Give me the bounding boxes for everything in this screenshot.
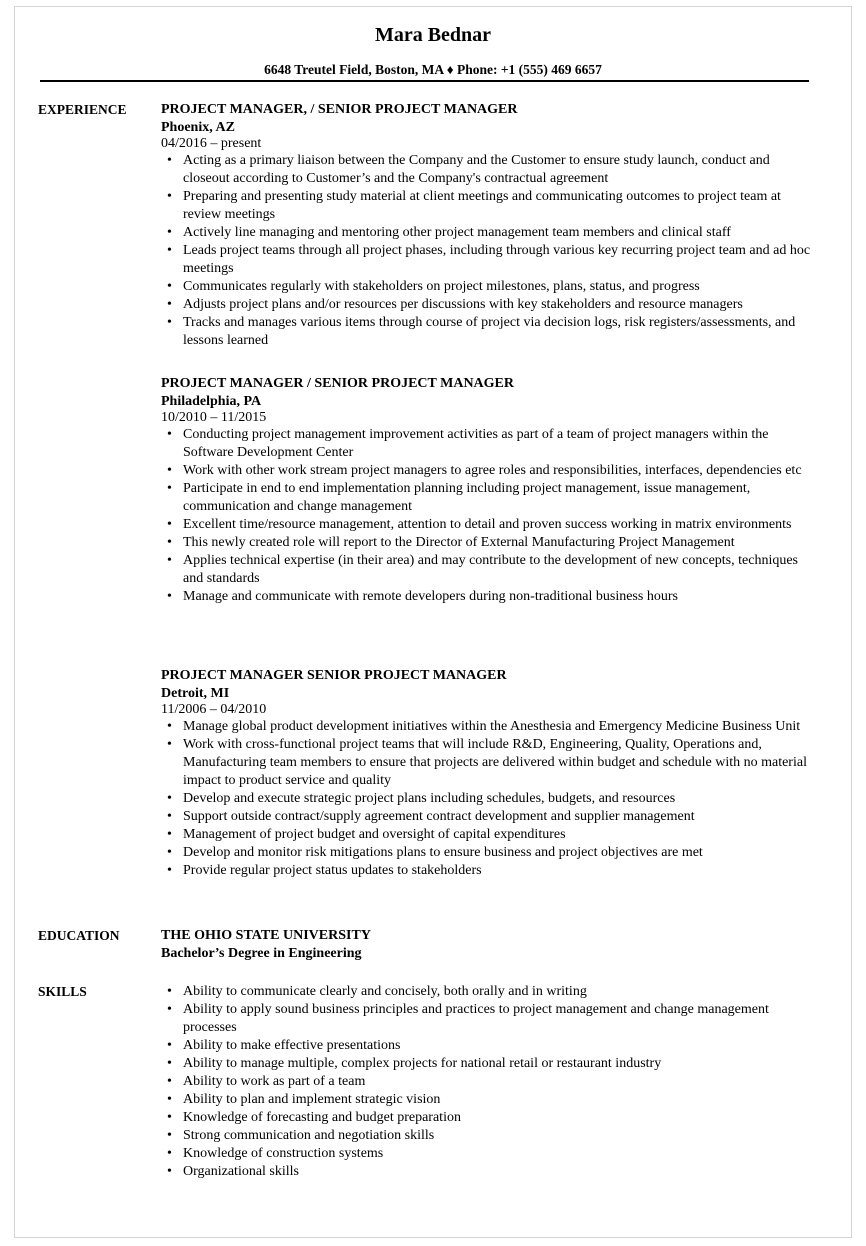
degree: Bachelor’s Degree in Engineering	[161, 946, 362, 961]
list-item: • Ability to apply sound business principles and practices to project management and change management processes	[161, 1001, 813, 1037]
job-dates: 10/2010 – 11/2015	[161, 410, 267, 425]
skills-heading: SKILLS	[38, 984, 87, 999]
list-item: • Acting as a primary liaison between the Company and the Customer to ensure study launch, conduct and closeout according to Customer’s and the Company's contractual agreement	[161, 152, 813, 188]
list-item: • Conducting project management improvement activities as part of a team of project managers within the Software Development Center	[161, 426, 813, 462]
job-bullets	[161, 426, 813, 606]
school-name: THE OHIO STATE UNIVERSITY	[161, 928, 371, 943]
list-item: • Communicates regularly with stakeholders on project milestones, plans, status, and progress	[161, 278, 813, 296]
job-bullets	[161, 152, 813, 350]
job-entry-1	[161, 101, 813, 350]
header-divider	[40, 80, 809, 82]
list-item: • Knowledge of construction systems	[161, 1145, 813, 1163]
list-item: • Management of project budget and oversight of capital expenditures	[161, 826, 813, 844]
list-item: • Work with other work stream project managers to agree roles and responsibilities, interfaces, dependencies etc	[161, 462, 813, 480]
job-bullets	[161, 718, 813, 880]
list-item: • Manage and communicate with remote developers during non-traditional business hours	[161, 588, 813, 606]
job-dates: 11/2006 – 04/2010	[161, 702, 267, 717]
list-item: • Work with cross-functional project teams that will include R&D, Engineering, Quality, Operations and, Manufacturing team members to ensure that projects are delivered within budget and schedule with no material impact to product service and quality	[161, 736, 813, 790]
job-location: Philadelphia, PA	[161, 394, 262, 409]
experience-heading: EXPERIENCE	[38, 102, 127, 117]
education-entry	[161, 927, 813, 962]
list-item: • Manage global product development initiatives within the Anesthesia and Emergency Medicine Business Unit	[161, 718, 813, 736]
job-title: PROJECT MANAGER, / SENIOR PROJECT MANAGER	[161, 102, 518, 117]
list-item: • Support outside contract/supply agreement contract development and supplier management	[161, 808, 813, 826]
list-item: • Tracks and manages various items through course of project via decision logs, risk registers/assessments, and lessons learned	[161, 314, 813, 350]
list-item: • Strong communication and negotiation skills	[161, 1127, 813, 1145]
job-title: PROJECT MANAGER SENIOR PROJECT MANAGER	[161, 668, 507, 683]
list-item: • Knowledge of forecasting and budget preparation	[161, 1109, 813, 1127]
education-heading: EDUCATION	[38, 928, 120, 943]
job-dates: 04/2016 – present	[161, 136, 262, 151]
list-item: • Ability to work as part of a team	[161, 1073, 813, 1091]
job-entry-3	[161, 667, 813, 880]
list-item: • Actively line managing and mentoring other project management team members and clinical staff	[161, 224, 813, 242]
list-item: • Provide regular project status updates to stakeholders	[161, 862, 813, 880]
job-entry-2	[161, 375, 813, 606]
list-item: • Ability to communicate clearly and concisely, both orally and in writing	[161, 983, 813, 1001]
list-item: • Ability to make effective presentations	[161, 1037, 813, 1055]
list-item: • Leads project teams through all project phases, including through various key recurring project team and ad hoc meetings	[161, 242, 813, 278]
job-title: PROJECT MANAGER / SENIOR PROJECT MANAGER	[161, 376, 515, 391]
list-item: • Organizational skills	[161, 1163, 813, 1181]
skills-entry	[161, 983, 813, 1181]
list-item: • This newly created role will report to the Director of External Manufacturing Project Management	[161, 534, 813, 552]
list-item: • Applies technical expertise (in their area) and may contribute to the development of new concepts, techniques and standards	[161, 552, 813, 588]
list-item: • Adjusts project plans and/or resources per discussions with key stakeholders and resource managers	[161, 296, 813, 314]
list-item: • Excellent time/resource management, attention to detail and proven success working in matrix environments	[161, 516, 813, 534]
list-item: • Ability to plan and implement strategic vision	[161, 1091, 813, 1109]
list-item: • Develop and execute strategic project plans including schedules, budgets, and resources	[161, 790, 813, 808]
candidate-name: Mara Bednar	[374, 24, 492, 46]
list-item: • Ability to manage multiple, complex projects for national retail or restaurant industry	[161, 1055, 813, 1073]
list-item: • Preparing and presenting study material at client meetings and communicating outcomes to project team at review meetings	[161, 188, 813, 224]
job-location: Detroit, MI	[161, 686, 230, 701]
contact-line: 6648 Treutel Field, Boston, MA ♦ Phone: +1 (555) 469 6657	[264, 62, 602, 77]
list-item: • Develop and monitor risk mitigations plans to ensure business and project objectives are met	[161, 844, 813, 862]
skills-list	[161, 983, 813, 1181]
job-location: Phoenix, AZ	[161, 120, 235, 135]
list-item: • Participate in end to end implementation planning including project management, issue management, communication and change management	[161, 480, 813, 516]
